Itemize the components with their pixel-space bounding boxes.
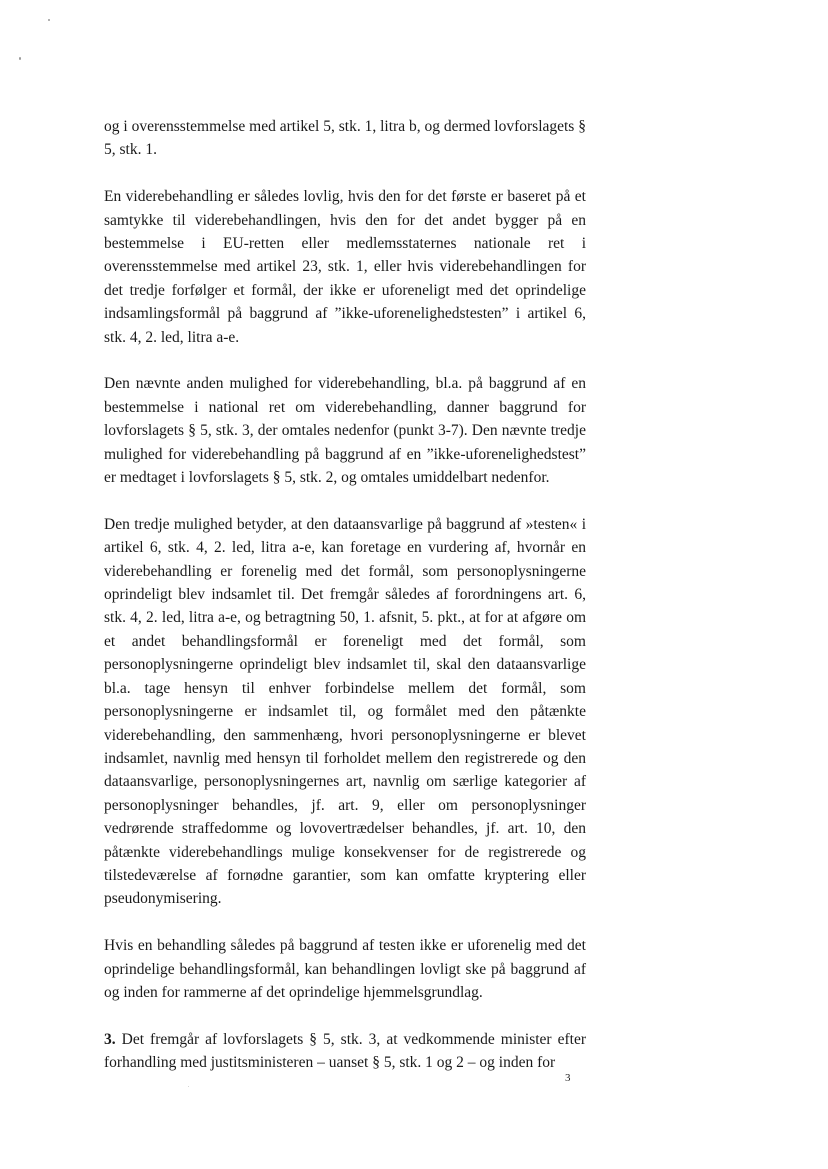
numbered-paragraph <box>104 1028 586 1075</box>
paragraph-text: Den tredje mulighed betyder, at den dataansvarlige på baggrund af »testen« i artikel 6, stk. 4, 2. led, litra a-e, kan foretage en vurdering af, hvornår en viderebehandling er forenelig med det formål, som personoplysningerne oprindeligt blev indsamlet til. Det fremgår således af forordningens art. 6, stk. 4, 2. led, litra a-e, og betragtning 50, 1. afsnit, 5. pkt., at for at afgøre om et andet behandlingsformål er foreneligt med det formål, som personoplysningerne oprindeligt blev indsamlet til, skal den dataansvarlige bl.a. tage hensyn til enhver forbindelse mellem det formål, som personoplysningerne er indsamlet til, og formålet med den påtænkte viderebehandling, den sammenhæng, hvori personoplysningerne er blevet indsamlet, navnlig med hensyn til forholdet mellem den registrerede og den dataansvarlige, personoplysningernes art, navnlig om særlige kategorier af personoplysninger behandles, jf. art. 9, eller om personoplysninger vedrørende straffedomme og lovovertrædelser behandles, jf. art. 10, den påtænkte viderebehandlings mulige konsekvenser for de registrerede og tilstedeværelse af fornødne garantier, som kan omfatte kryptering eller pseudonymisering. <box>104 515 586 908</box>
paragraph <box>104 934 586 1004</box>
section-number: 3. <box>104 1030 116 1048</box>
paragraph-text: Det fremgår af lovforslagets § 5, stk. 3, at vedkommende minister efter forhandling med justitsministeren – uanset § 5, stk. 1 og 2 – og inden for <box>104 1030 586 1072</box>
paragraph-text: En viderebehandling er således lovlig, hvis den for det første er baseret på et samtykke til viderebehandlingen, hvis den for det andet bygger på en bestemmelse i EU-retten eller medlemsstaternes nationale ret i overensstemmelse med artikel 23, stk. 1, eller hvis viderebehandlingen for det tredje forfølger et formål, der ikke er uforeneligt med det oprindelige indsamlingsformål på baggrund af ”ikke-uforenelighedstesten” i artikel 6, stk. 4, 2. led, litra a-e. <box>104 188 586 346</box>
paragraph <box>104 185 586 349</box>
scan-speck <box>48 19 50 21</box>
paragraph <box>104 115 586 162</box>
page-number: 3 <box>565 1072 571 1084</box>
paragraph-text: og i overensstemmelse med artikel 5, stk. 1, litra b, og dermed lovforslagets § 5, stk. 1. <box>104 118 586 159</box>
body-text <box>104 115 586 1098</box>
paragraph <box>104 513 586 911</box>
scan-speck <box>19 57 21 60</box>
paragraph <box>104 372 586 489</box>
paragraph-text: Hvis en behandling således på baggrund af testen ikke er uforenelig med det oprindelige behandlingsformål, kan behandlingen lovligt ske på baggrund af og inden for rammerne af det oprindelige hjemmelsgrundlag. <box>104 937 586 1001</box>
paragraph-text: Den nævnte anden mulighed for viderebehandling, bl.a. på baggrund af en bestemmelse i national ret om viderebehandling, danner baggrund for lovforslagets § 5, stk. 3, der omtales nedenfor (punkt 3-7). Den nævnte tredje mulighed for viderebehandling på baggrund af en ”ikke-uforenelighedstest” er medtaget i lovforslagets § 5, stk. 2, og omtales umiddelbart nedenfor. <box>104 375 586 487</box>
